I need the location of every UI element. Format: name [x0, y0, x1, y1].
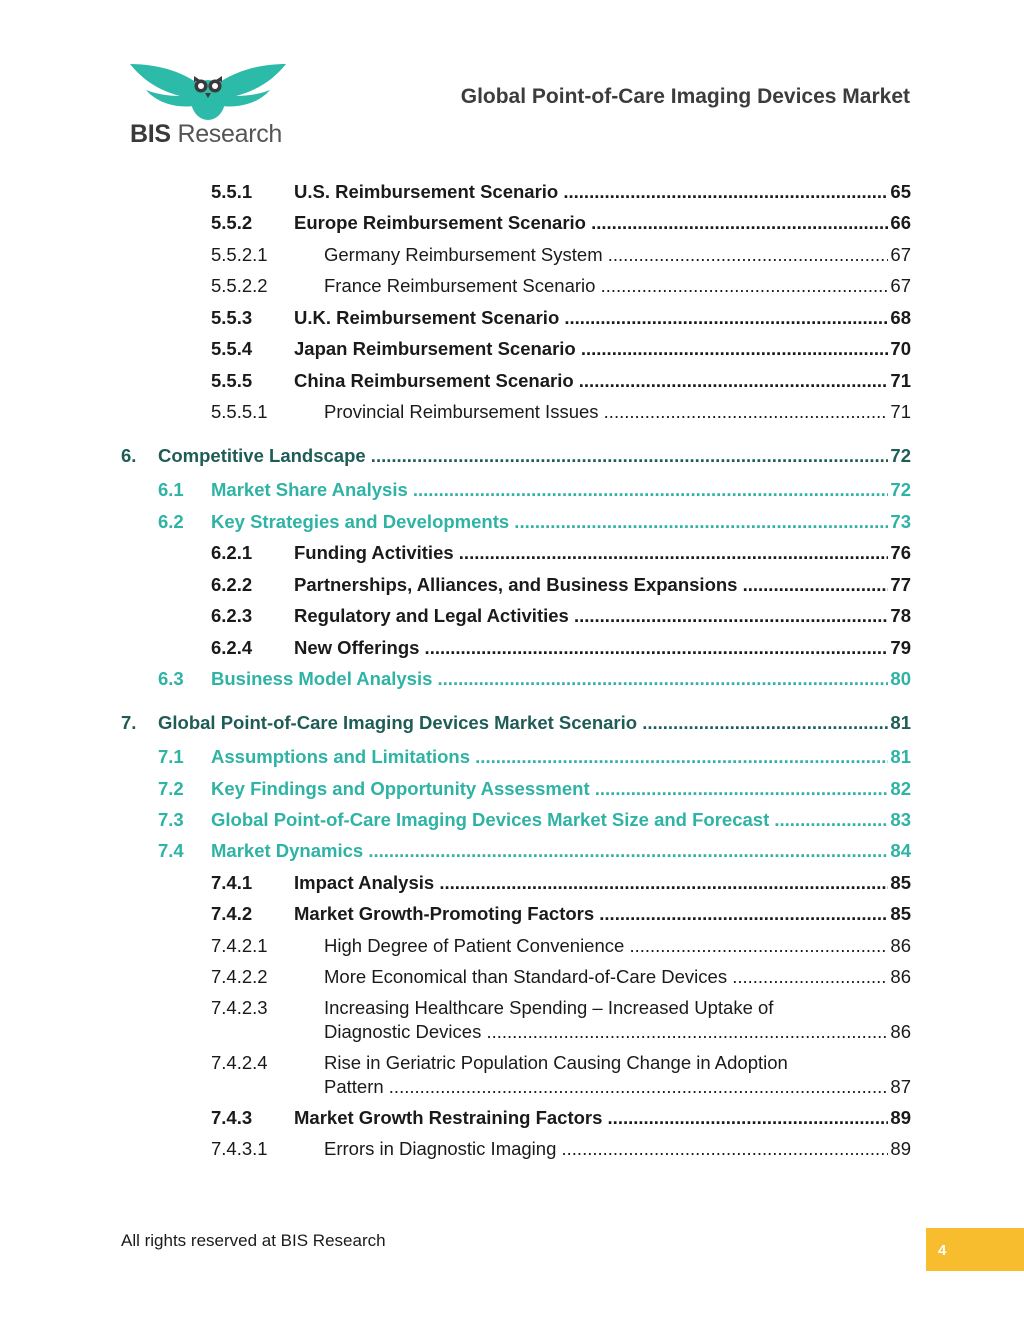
toc-entry[interactable]: [0, 902, 1024, 926]
toc-page-number: 87: [890, 1076, 911, 1097]
toc-page-number: 81: [890, 712, 911, 733]
toc-entry[interactable]: [0, 510, 1024, 534]
toc-number: 5.5.5: [211, 370, 253, 391]
toc-title: New Offerings .....: [294, 636, 911, 660]
toc-entry[interactable]: [0, 839, 1024, 863]
toc-entry[interactable]: [0, 541, 1024, 565]
toc-page-number: 84: [890, 840, 911, 861]
toc-page-number: 67: [890, 275, 911, 296]
toc-number: 6.1: [158, 479, 184, 500]
toc-title: Assumptions and Limitations .....: [211, 745, 911, 769]
toc-page-number: 71: [890, 370, 911, 391]
toc-number: 7.4.1: [211, 872, 253, 893]
toc-page-number: 89: [890, 1107, 911, 1128]
toc-page-number: 85: [890, 903, 911, 924]
toc-title: Global Point-of-Care Imaging Devices Market Size and Forecast .....: [211, 808, 911, 832]
toc-page-number: 66: [890, 212, 911, 233]
toc-number: 7.4.3.1: [211, 1138, 268, 1159]
toc-entry[interactable]: [0, 180, 1024, 204]
toc-title: Key Strategies and Developments .....: [211, 510, 911, 534]
page-number: 4: [938, 1242, 947, 1259]
toc-entry[interactable]: [0, 1137, 1024, 1161]
toc-entry[interactable]: [0, 808, 1024, 832]
toc-title: More Economical than Standard-of-Care Devices .....: [324, 965, 911, 989]
toc-title: Market Growth-Promoting Factors .....: [294, 902, 911, 926]
toc-entry[interactable]: [0, 965, 1024, 989]
toc-entry[interactable]: [0, 211, 1024, 235]
toc-number: 7.4.2.3: [211, 997, 268, 1018]
toc-title: Market Dynamics .....: [211, 839, 911, 863]
toc-title: Increasing Healthcare Spending – Increased Uptake of: [324, 997, 774, 1018]
toc-number: 5.5.2: [211, 212, 253, 233]
toc-title: Rise in Geriatric Population Causing Change in Adoption: [324, 1052, 788, 1073]
toc-entry[interactable]: [0, 243, 1024, 267]
toc-title: Competitive Landscape .....: [158, 444, 911, 468]
toc-page-number: 85: [890, 872, 911, 893]
toc-page-number: 89: [890, 1138, 911, 1159]
toc-page-number: 65: [890, 181, 911, 202]
toc-title: Market Growth Restraining Factors .....: [294, 1106, 911, 1130]
toc-number: 6.2.4: [211, 637, 253, 658]
toc-entry[interactable]: [0, 996, 1024, 1046]
toc-page-number: 86: [890, 966, 911, 987]
toc-number: 5.5.5.1: [211, 401, 268, 422]
toc-number: 7.4: [158, 840, 184, 861]
toc-entry[interactable]: [0, 337, 1024, 361]
toc-entry[interactable]: [0, 369, 1024, 393]
toc-page-number: 82: [890, 778, 911, 799]
toc-number: 7.4.2.4: [211, 1052, 268, 1073]
toc-page-number: 70: [890, 338, 911, 359]
toc-page-number: 86: [890, 1021, 911, 1042]
footer-rights: All rights reserved at BIS Research: [121, 1231, 386, 1250]
toc-title: Business Model Analysis .....: [211, 667, 911, 691]
toc-title: Key Findings and Opportunity Assessment .....: [211, 777, 911, 801]
toc-title: Germany Reimbursement System .....: [324, 243, 911, 267]
toc-page-number: 68: [890, 307, 911, 328]
bis-research-logo: [128, 62, 288, 154]
toc-page-number: 76: [890, 542, 911, 563]
toc-number: 5.5.1: [211, 181, 253, 202]
logo-text: BIS Research: [130, 120, 283, 148]
toc-title: Errors in Diagnostic Imaging .....: [324, 1137, 911, 1161]
toc-page-number: 73: [890, 511, 911, 532]
toc-title-continued: Diagnostic Devices .....: [324, 1020, 911, 1044]
toc-entry[interactable]: [0, 1051, 1024, 1101]
toc-page-number: 81: [890, 746, 911, 767]
toc-title: Funding Activities .....: [294, 541, 911, 565]
toc-number: 7.4.3: [211, 1107, 253, 1128]
toc-number: 6.2: [158, 511, 184, 532]
toc-number: 6.3: [158, 668, 184, 689]
toc-title: Europe Reimbursement Scenario .....: [294, 211, 911, 235]
toc-number: 7.2: [158, 778, 184, 799]
toc-entry[interactable]: [0, 711, 1024, 735]
toc-number: 5.5.2.2: [211, 275, 268, 296]
toc-page-number: 67: [890, 244, 911, 265]
toc-entry[interactable]: [0, 306, 1024, 330]
page-number-badge: [926, 1228, 1024, 1271]
toc-title: Impact Analysis .....: [294, 871, 911, 895]
toc-page-number: 83: [890, 809, 911, 830]
toc-number: 6.2.3: [211, 605, 253, 626]
toc-entry[interactable]: [0, 400, 1024, 424]
document-title: Global Point-of-Care Imaging Devices Market: [460, 85, 910, 108]
owl-icon: [128, 62, 288, 120]
toc-entry[interactable]: [0, 604, 1024, 628]
toc-title: Japan Reimbursement Scenario .....: [294, 337, 911, 361]
toc-page-number: 71: [890, 401, 911, 422]
toc-title: France Reimbursement Scenario .....: [324, 274, 911, 298]
toc-page-number: 77: [890, 574, 911, 595]
toc-entry[interactable]: [0, 1106, 1024, 1130]
toc-entry[interactable]: [0, 871, 1024, 895]
toc-title: U.K. Reimbursement Scenario .....: [294, 306, 911, 330]
toc-number: 5.5.4: [211, 338, 253, 359]
toc-entry[interactable]: [0, 667, 1024, 691]
toc-entry[interactable]: [0, 745, 1024, 769]
toc-page-number: 72: [890, 445, 911, 466]
toc-title: Regulatory and Legal Activities .....: [294, 604, 911, 628]
toc-entry[interactable]: [0, 274, 1024, 298]
toc-page-number: 79: [890, 637, 911, 658]
toc-number: 5.5.3: [211, 307, 253, 328]
toc-entry[interactable]: [0, 444, 1024, 468]
toc-title: China Reimbursement Scenario .....: [294, 369, 911, 393]
toc-page-number: 80: [890, 668, 911, 689]
toc-number: 7.: [121, 712, 137, 733]
toc-number: 7.4.2.2: [211, 966, 268, 987]
toc-title: Partnerships, Alliances, and Business Expansions .....: [294, 573, 911, 597]
toc-title: High Degree of Patient Convenience .....: [324, 934, 911, 958]
toc-number: 7.3: [158, 809, 184, 830]
toc-number: 5.5.2.1: [211, 244, 268, 265]
toc-number: 7.4.2.1: [211, 935, 268, 956]
toc-entry[interactable]: [0, 478, 1024, 502]
toc-title: Provincial Reimbursement Issues .....: [324, 400, 911, 424]
toc-page-number: 72: [890, 479, 911, 500]
toc-title-continued: Pattern .....: [324, 1075, 911, 1099]
toc-title: Market Share Analysis .....: [211, 478, 911, 502]
toc-page-number: 86: [890, 935, 911, 956]
toc-entry[interactable]: [0, 636, 1024, 660]
toc-entry[interactable]: [0, 777, 1024, 801]
toc-number: 6.: [121, 445, 137, 466]
toc-number: 7.1: [158, 746, 184, 767]
toc-number: 7.4.2: [211, 903, 253, 924]
toc-entry[interactable]: [0, 934, 1024, 958]
toc-title: U.S. Reimbursement Scenario .....: [294, 180, 911, 204]
toc-number: 6.2.2: [211, 574, 253, 595]
toc-page-number: 78: [890, 605, 911, 626]
toc-number: 6.2.1: [211, 542, 253, 563]
toc-entry[interactable]: [0, 573, 1024, 597]
toc-title: Global Point-of-Care Imaging Devices Market Scenario .....: [158, 711, 911, 735]
